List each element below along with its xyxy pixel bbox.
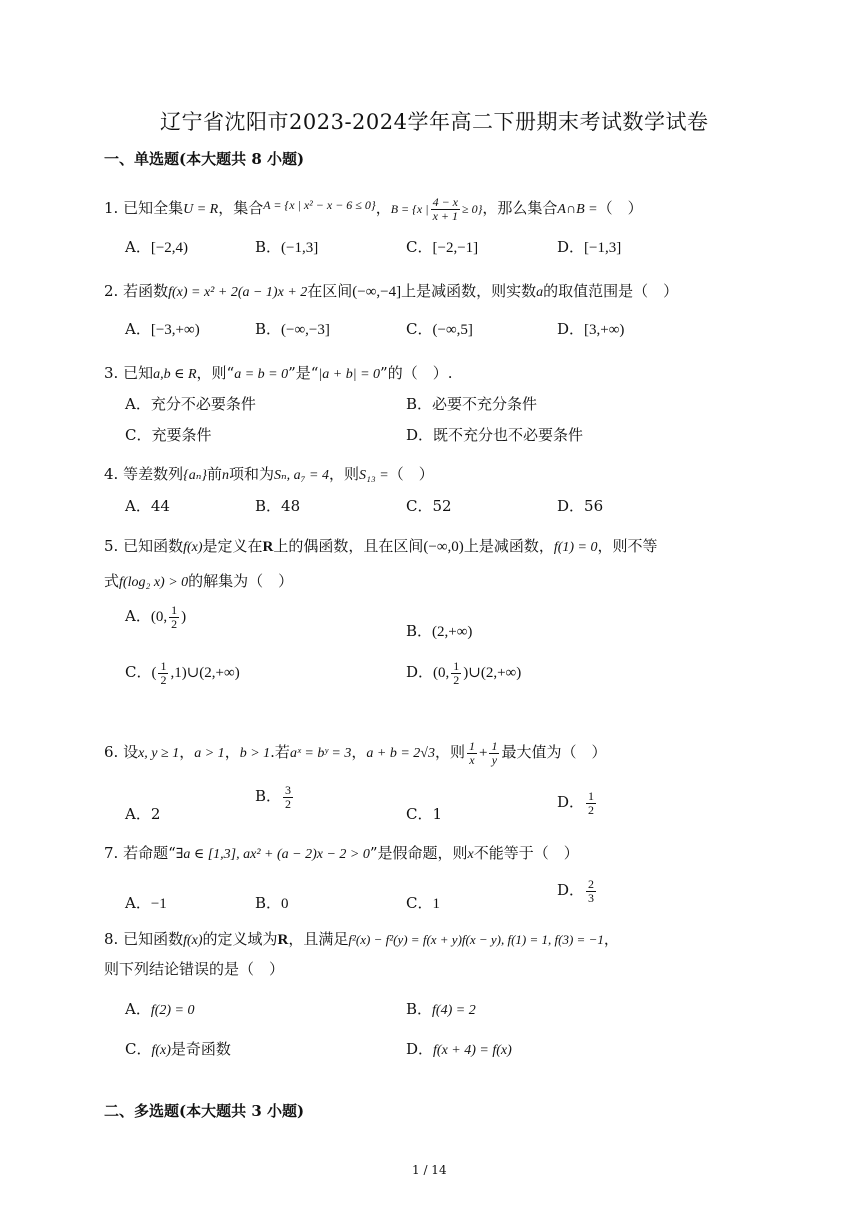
fraction: $\frac{1}{2}$ [171,603,178,631]
option-c[interactable]: C．f(x)是奇函数 [125,1040,231,1058]
fraction: $\frac{1}{2}$ [453,659,460,687]
option-b[interactable]: B．(−1,3] [255,238,319,256]
option-a[interactable]: A．[−2,4) [125,238,189,256]
document-title: 辽宁省沈阳市2023-2024学年高二下册期末考试数学试卷 [160,110,709,134]
option-b[interactable]: B．必要不充分条件 [406,395,538,413]
page-number: 1 / 14 [412,1163,447,1177]
option-c[interactable]: C．1 [406,894,440,912]
section-heading-multiple-choice: 二、多选题(本大题共 3 小题) [104,1102,305,1120]
question-5-line-2: 式f(log₂ x) > 0的解集为（ ） [104,572,294,590]
option-d[interactable]: D．[−1,3] [557,238,622,256]
option-a[interactable]: A．−1 [125,894,167,912]
question-5-line-1: 5. 已知函数f(x)是定义在R上的偶函数，且在区间(−∞,0)上是减函数，f(1) = 0，则不等 [104,537,658,555]
question-4: 4. 等差数列{aₙ}前n项和为Sₙ, a₇ = 4，则S₁₃ =（ ） [104,465,434,483]
option-d[interactable]: D．(0, $\frac{1}{2}$ )∪(2,+∞) [406,659,522,687]
option-d[interactable]: D． $\frac{1}{2}$ [557,789,595,817]
question-3: 3. 已知a,b ∈ R，则“a = b = 0”是“|a + b| = 0”的（ ）. [104,364,453,382]
option-b[interactable]: B．0 [255,894,289,912]
option-d[interactable]: D．56 [557,497,604,515]
question-7: 7. 若命题“∃a ∈ [1,3], ax² + (a − 2)x − 2 > 0”是假命题，则x不能等于（ ） [104,844,579,862]
fraction: $\frac{2}{3}$ [588,877,595,905]
option-a[interactable]: A．[−3,+∞) [125,320,200,338]
fraction: $\frac{1}{x}$ [468,739,475,767]
option-d[interactable]: D．f(x + 4) = f(x) [406,1040,512,1058]
fraction: $\frac{4 - x}{x + 1}$ [432,195,458,223]
option-b[interactable]: B．48 [255,497,301,515]
option-c[interactable]: C．(−∞,5] [406,320,473,338]
option-c[interactable]: C．52 [406,497,452,515]
section-heading-single-choice: 一、单选题(本大题共 8 小题) [104,150,305,168]
option-d[interactable]: D．既不充分也不必要条件 [406,426,584,444]
question-8-line-1: 8. 已知函数f(x)的定义域为R，且满足f²(x) − f²(y) = f(x + y)f(x − y), f(1) = 1, f(3) = −1， [104,930,619,948]
option-b[interactable]: B．(−∞,−3] [255,320,330,338]
option-c[interactable]: C．充要条件 [125,426,212,444]
option-a[interactable]: A．(0, $\frac{1}{2}$ ) [125,603,187,631]
option-b[interactable]: B．(2,+∞) [406,622,473,640]
option-d[interactable]: D． $\frac{2}{3}$ [557,877,595,905]
fraction: $\frac{1}{2}$ [588,789,595,817]
fraction: $\frac{3}{2}$ [285,783,292,811]
fraction: $\frac{1}{y}$ [491,739,498,767]
option-a[interactable]: A．充分不必要条件 [125,395,256,413]
option-b[interactable]: B．f(4) = 2 [406,1000,476,1018]
question-8-line-2: 则下列结论错误的是（ ） [104,960,285,978]
option-c[interactable]: C．( $\frac{1}{2}$ ,1)∪(2,+∞) [125,659,240,687]
option-d[interactable]: D．[3,+∞) [557,320,625,338]
question-6: 6. 设x, y ≥ 1，a > 1，b > 1.若aˣ = bʸ = 3，a + b = 2√3，则 $\frac{1}{x}$ + $\frac{1}{y}$ 最大值为（ ） [104,739,607,767]
option-a[interactable]: A．44 [125,497,170,515]
option-b[interactable]: B． $\frac{3}{2}$ [255,783,292,811]
question-2: 2. 若函数f(x) = x² + 2(a − 1)x + 2在区间(−∞,−4]上是减函数，则实数a的取值范围是（ ） [104,282,679,300]
option-c[interactable]: C．[−2,−1] [406,238,479,256]
option-c[interactable]: C．1 [406,805,443,823]
question-1: 1. 已知全集U = R，集合$^{A = \{x | x^2 - x - 6 \le 0\}}$，B = {x | $\frac{4 - x}{x + 1}$ ≥ 0}，那么集合A∩B =（ ） [104,195,643,223]
option-a[interactable]: A．f(2) = 0 [125,1000,195,1018]
option-a[interactable]: A．2 [125,805,161,823]
fraction: $\frac{1}{2}$ [160,659,167,687]
